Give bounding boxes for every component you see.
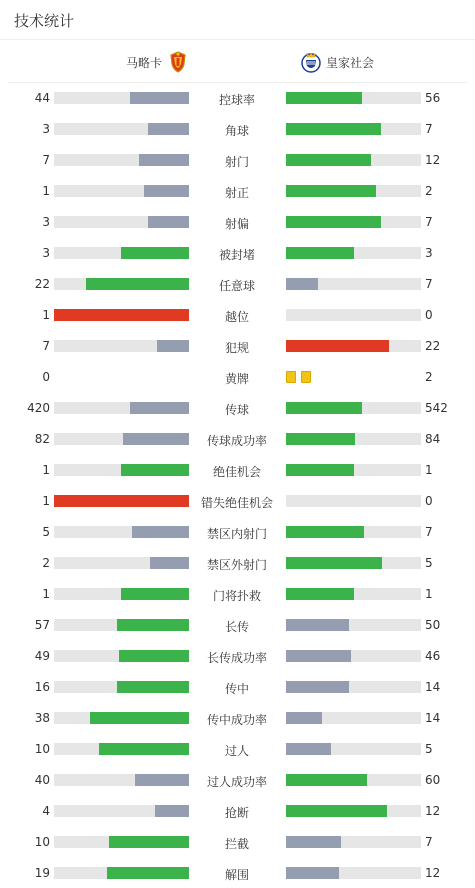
away-stat-bar xyxy=(286,464,421,476)
home-stat-value: 1 xyxy=(42,494,50,508)
home-stat-fill xyxy=(157,340,189,352)
home-team[interactable] xyxy=(126,51,194,73)
stat-label: 控球率 xyxy=(218,93,255,107)
away-stat-bar xyxy=(286,867,421,879)
home-stat-value: 57 xyxy=(34,618,50,632)
stat-label: 过人 xyxy=(224,744,249,758)
stat-row xyxy=(0,646,475,666)
home-stat-fill xyxy=(121,247,189,259)
home-stat-value: 420 xyxy=(27,401,50,415)
stat-row xyxy=(0,553,475,573)
stat-row xyxy=(0,150,475,170)
away-stat-fill xyxy=(286,340,389,352)
stat-row xyxy=(0,336,475,356)
away-stat-bar xyxy=(286,681,421,693)
stat-label: 任意球 xyxy=(218,279,255,293)
away-stat-bar xyxy=(286,433,421,445)
away-stat-value: 50 xyxy=(425,618,441,632)
stat-label: 过人成功率 xyxy=(206,775,267,789)
home-stat-value: 10 xyxy=(34,835,50,849)
away-stat-bar xyxy=(286,557,421,569)
stat-row xyxy=(0,398,475,418)
home-stat-value: 1 xyxy=(42,184,50,198)
away-stat-value: 14 xyxy=(425,680,441,694)
home-stat-value: 1 xyxy=(42,587,50,601)
stat-label: 犯规 xyxy=(224,341,249,355)
home-stat-fill xyxy=(86,278,189,290)
away-stat-value: 7 xyxy=(425,122,433,136)
home-stat-bar xyxy=(54,743,189,755)
away-stat-fill xyxy=(286,247,354,259)
home-stat-bar xyxy=(54,681,189,693)
stat-label: 禁区内射门 xyxy=(206,527,267,541)
away-stat-bar xyxy=(286,526,421,538)
stat-row xyxy=(0,677,475,697)
stat-row xyxy=(0,429,475,449)
away-stat-bar xyxy=(286,650,421,662)
stat-row xyxy=(0,367,475,387)
away-stat-bar xyxy=(286,92,421,104)
home-stat-value: 49 xyxy=(34,649,50,663)
home-stat-fill xyxy=(148,123,189,135)
away-stat-fill xyxy=(286,557,382,569)
home-stat-fill xyxy=(132,526,189,538)
home-stat-fill xyxy=(121,464,189,476)
away-stat-fill xyxy=(286,216,381,228)
away-stat-value: 7 xyxy=(425,215,433,229)
stat-label: 传中 xyxy=(224,682,249,696)
away-stat-bar xyxy=(286,743,421,755)
home-team-name: 马略卡 xyxy=(126,55,163,70)
home-stat-fill xyxy=(121,588,189,600)
away-stat-fill xyxy=(286,619,349,631)
stat-row xyxy=(0,708,475,728)
away-stat-bar xyxy=(286,774,421,786)
home-stat-fill xyxy=(54,495,189,507)
away-stat-fill xyxy=(286,836,341,848)
home-stat-value: 19 xyxy=(34,866,50,880)
home-stat-fill xyxy=(130,92,189,104)
stat-row xyxy=(0,770,475,790)
home-stat-value: 82 xyxy=(34,432,50,446)
stat-label: 射偏 xyxy=(224,217,249,231)
stat-row xyxy=(0,863,475,883)
stat-label: 越位 xyxy=(224,310,249,324)
stats-header xyxy=(0,0,475,40)
stat-row xyxy=(0,584,475,604)
home-stat-fill xyxy=(117,619,189,631)
home-stat-bar xyxy=(54,464,189,476)
home-stat-bar xyxy=(54,123,189,135)
stat-label: 传球成功率 xyxy=(206,434,267,448)
home-stat-bar xyxy=(54,774,189,786)
home-stat-bar xyxy=(54,185,189,197)
home-stat-bar xyxy=(54,836,189,848)
home-stat-bar xyxy=(54,526,189,538)
stat-label: 黄牌 xyxy=(224,372,249,386)
home-stat-value: 1 xyxy=(42,463,50,477)
stat-label: 门将扑救 xyxy=(212,589,261,603)
home-stat-fill xyxy=(150,557,189,569)
home-stat-value: 3 xyxy=(42,246,50,260)
stat-label: 长传成功率 xyxy=(206,651,267,665)
stat-row xyxy=(0,522,475,542)
home-stat-value: 1 xyxy=(42,308,50,322)
away-stat-fill xyxy=(286,278,318,290)
stat-row xyxy=(0,274,475,294)
home-stat-bar xyxy=(54,340,189,352)
stat-row xyxy=(0,243,475,263)
stat-label: 射正 xyxy=(224,186,249,200)
home-stat-value: 0 xyxy=(42,370,50,384)
home-stat-value: 44 xyxy=(34,91,50,105)
home-stat-bar xyxy=(54,154,189,166)
mallorca-crest-icon xyxy=(168,51,188,73)
away-team[interactable] xyxy=(294,51,374,73)
away-stat-value: 14 xyxy=(425,711,441,725)
home-stat-value: 3 xyxy=(42,215,50,229)
stat-row xyxy=(0,739,475,759)
home-stat-bar xyxy=(54,495,189,507)
away-stat-value: 0 xyxy=(425,494,433,508)
stat-label: 角球 xyxy=(224,124,249,138)
away-stat-value: 5 xyxy=(425,556,433,570)
stat-label: 被封堵 xyxy=(218,248,255,262)
home-stat-bar xyxy=(54,216,189,228)
away-stat-bar xyxy=(286,340,421,352)
home-stat-value: 16 xyxy=(34,680,50,694)
stat-label: 射门 xyxy=(224,155,249,169)
away-stat-fill xyxy=(286,681,349,693)
page-title: 技术统计 xyxy=(14,12,75,30)
away-stat-bar xyxy=(286,836,421,848)
away-stat-value: 60 xyxy=(425,773,441,787)
home-stat-bar xyxy=(54,278,189,290)
home-stat-bar xyxy=(54,588,189,600)
home-stat-value: 2 xyxy=(42,556,50,570)
away-stat-value: 7 xyxy=(425,835,433,849)
away-stat-fill xyxy=(286,92,362,104)
stat-row xyxy=(0,88,475,108)
home-stat-fill xyxy=(139,154,189,166)
away-stat-fill xyxy=(286,123,381,135)
away-stat-value: 2 xyxy=(425,370,433,384)
away-stat-bar xyxy=(286,247,421,259)
away-stat-fill xyxy=(286,185,376,197)
away-stat-fill xyxy=(286,867,339,879)
home-stat-value: 7 xyxy=(42,339,50,353)
stat-row xyxy=(0,181,475,201)
teams-row xyxy=(8,40,467,83)
away-team-name: 皇家社会 xyxy=(326,55,375,70)
home-stat-bar xyxy=(54,309,189,321)
stat-row xyxy=(0,305,475,325)
stat-row xyxy=(0,460,475,480)
home-stat-fill xyxy=(109,836,189,848)
stat-label: 传中成功率 xyxy=(206,713,267,727)
away-stat-bar xyxy=(286,185,421,197)
home-stat-bar xyxy=(54,619,189,631)
stat-label: 拦截 xyxy=(224,837,249,851)
away-stat-fill xyxy=(286,588,354,600)
home-stat-bar xyxy=(54,805,189,817)
away-stat-fill xyxy=(286,402,362,414)
home-stat-value: 38 xyxy=(34,711,50,725)
home-stat-bar xyxy=(54,402,189,414)
away-stat-bar xyxy=(286,309,421,321)
away-stat-value: 3 xyxy=(425,246,433,260)
away-stat-value: 56 xyxy=(425,91,441,105)
away-stat-bar xyxy=(286,216,421,228)
home-stat-value: 40 xyxy=(34,773,50,787)
away-stat-value: 542 xyxy=(425,401,448,415)
stat-label: 抢断 xyxy=(224,806,249,820)
stat-label: 错失绝佳机会 xyxy=(200,496,273,510)
stat-label: 解围 xyxy=(224,868,249,882)
away-stat-bar xyxy=(286,123,421,135)
away-stat-fill xyxy=(286,433,355,445)
away-stat-value: 1 xyxy=(425,463,433,477)
stat-row xyxy=(0,801,475,821)
stat-row xyxy=(0,119,475,139)
home-stat-bar xyxy=(54,247,189,259)
away-stat-value: 1 xyxy=(425,587,433,601)
stat-row xyxy=(0,491,475,511)
away-stat-bar xyxy=(286,278,421,290)
away-stat-fill xyxy=(286,154,371,166)
away-stat-value: 22 xyxy=(425,339,441,353)
stat-row xyxy=(0,615,475,635)
away-stat-value: 0 xyxy=(425,308,433,322)
stat-label: 长传 xyxy=(224,620,249,634)
away-stat-value: 84 xyxy=(425,432,441,446)
away-stat-bar xyxy=(286,619,421,631)
home-stat-bar xyxy=(54,557,189,569)
home-stat-fill xyxy=(144,185,189,197)
home-stat-value: 5 xyxy=(42,525,50,539)
away-stat-value: 7 xyxy=(425,525,433,539)
home-stat-fill xyxy=(54,309,189,321)
home-stat-fill xyxy=(99,743,189,755)
stat-row xyxy=(0,832,475,852)
away-stat-fill xyxy=(286,464,354,476)
away-stat-value: 46 xyxy=(425,649,441,663)
away-stat-value: 2 xyxy=(425,184,433,198)
yellow-card-icon xyxy=(301,371,311,383)
home-stat-value: 4 xyxy=(42,804,50,818)
home-stat-fill xyxy=(135,774,189,786)
home-stat-fill xyxy=(148,216,189,228)
away-stat-value: 5 xyxy=(425,742,433,756)
home-stat-fill xyxy=(90,712,189,724)
away-stat-fill xyxy=(286,526,364,538)
away-stat-value: 7 xyxy=(425,277,433,291)
away-stat-bar xyxy=(286,495,421,507)
yellow-card-icon xyxy=(286,371,296,383)
home-stat-value: 3 xyxy=(42,122,50,136)
home-stat-fill xyxy=(117,681,189,693)
away-stat-value: 12 xyxy=(425,866,441,880)
home-stat-bar xyxy=(54,867,189,879)
away-stat-bar xyxy=(286,805,421,817)
home-stat-value: 7 xyxy=(42,153,50,167)
stat-label: 禁区外射门 xyxy=(206,558,267,572)
stat-label: 绝佳机会 xyxy=(212,465,261,479)
home-stat-bar xyxy=(54,92,189,104)
stat-label: 传球 xyxy=(224,403,249,417)
home-stat-bar xyxy=(54,712,189,724)
home-stat-fill xyxy=(107,867,189,879)
home-stat-fill xyxy=(123,433,189,445)
away-stat-bar xyxy=(286,712,421,724)
home-stat-value: 10 xyxy=(34,742,50,756)
away-stat-fill xyxy=(286,805,387,817)
away-stat-fill xyxy=(286,743,331,755)
home-stat-fill xyxy=(155,805,189,817)
away-stat-fill xyxy=(286,774,367,786)
home-stat-fill xyxy=(119,650,189,662)
away-stat-fill xyxy=(286,712,322,724)
away-stat-value: 12 xyxy=(425,804,441,818)
away-stat-fill xyxy=(286,650,351,662)
away-stat-bar xyxy=(286,154,421,166)
away-stat-bar xyxy=(286,588,421,600)
home-stat-value: 22 xyxy=(34,277,50,291)
away-stat-bar xyxy=(286,402,421,414)
stat-row xyxy=(0,212,475,232)
home-stat-bar xyxy=(54,650,189,662)
away-stat-value: 12 xyxy=(425,153,441,167)
home-stat-bar xyxy=(54,433,189,445)
home-stat-fill xyxy=(130,402,189,414)
real-sociedad-crest-icon xyxy=(300,51,320,73)
